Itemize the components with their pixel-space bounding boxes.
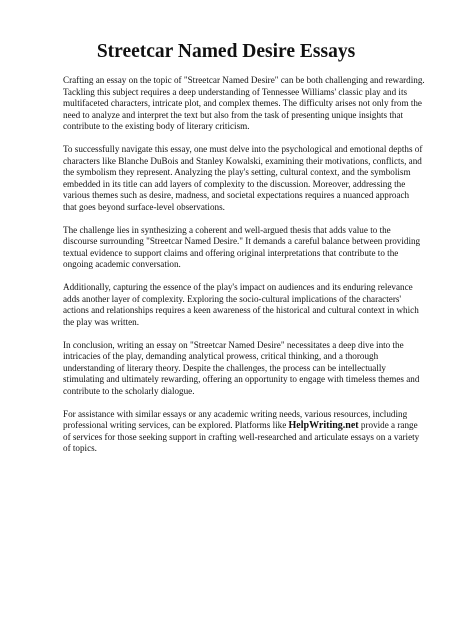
helpwriting-link[interactable]: HelpWriting.net [288, 420, 359, 431]
paragraph-impact: Additionally, capturing the essence of the play's impact on audiences and its enduring relevance adds another layer of complexity. Exploring the socio-cultural implications of the characters' actions and relationships requires a keen awareness of the historical and cultural context in which the play was written. [63, 282, 419, 327]
paragraph-conclusion: In conclusion, writing an essay on "Streetcar Named Desire" necessitates a deep dive into the intricacies of the play, demanding analytical prowess, critical thinking, and a thorough understanding of literary theory. Despite the challenges, the process can be intellectually stimulating and ultimately rewarding, offering an opportunity to engage with timeless themes and contribute to the scholarly dialogue. [63, 339, 420, 396]
paragraph-thesis: The challenge lies in synthesizing a coherent and well-argued thesis that adds value to the discourse surrounding "Streetcar Named Desire." It demands a careful balance between providing textual evidence to support claims and offering original interpretations that contribute to the ongoing academic conversation. [63, 224, 421, 269]
paragraph-characters: To successfully navigate this essay, one must delve into the psychological and emotional depths of characters like Blanche DuBois and Stanley Kowalski, examining their motivations, conflicts, and the symbolism they represent. Analyzing the play's setting, cultural context, and the symbolism embedded in its title can add layers of complexity to the discussion. Moreover, addressing the various themes such as desire, madness, and societal expectations requires a nuanced approach that goes beyond surface-level observations. [63, 144, 423, 212]
document-body [63, 75, 425, 466]
paragraph-intro: Crafting an essay on the topic of "Streetcar Named Desire" can be both challenging and rewarding. Tackling this subject requires a deep understanding of Tennessee Williams' classic play and its multifaceted characters, intricate plot, and complex themes. The difficulty arises not only from the need to analyze and interpret the text but also from the task of presenting unique insights that contribute to the existing body of literary criticism. [63, 75, 425, 131]
assistance-text-after: provide a range of services for those seeking support in crafting well-researched and articulate essays on a variety of topics. [63, 420, 420, 453]
paragraph-assistance [63, 409, 425, 455]
document-title: Streetcar Named Desire Essays [96, 41, 356, 62]
assistance-text-before: For assistance with similar essays or any academic writing needs, various resources, including professional writing services, can be explored. Platforms like [63, 408, 408, 430]
